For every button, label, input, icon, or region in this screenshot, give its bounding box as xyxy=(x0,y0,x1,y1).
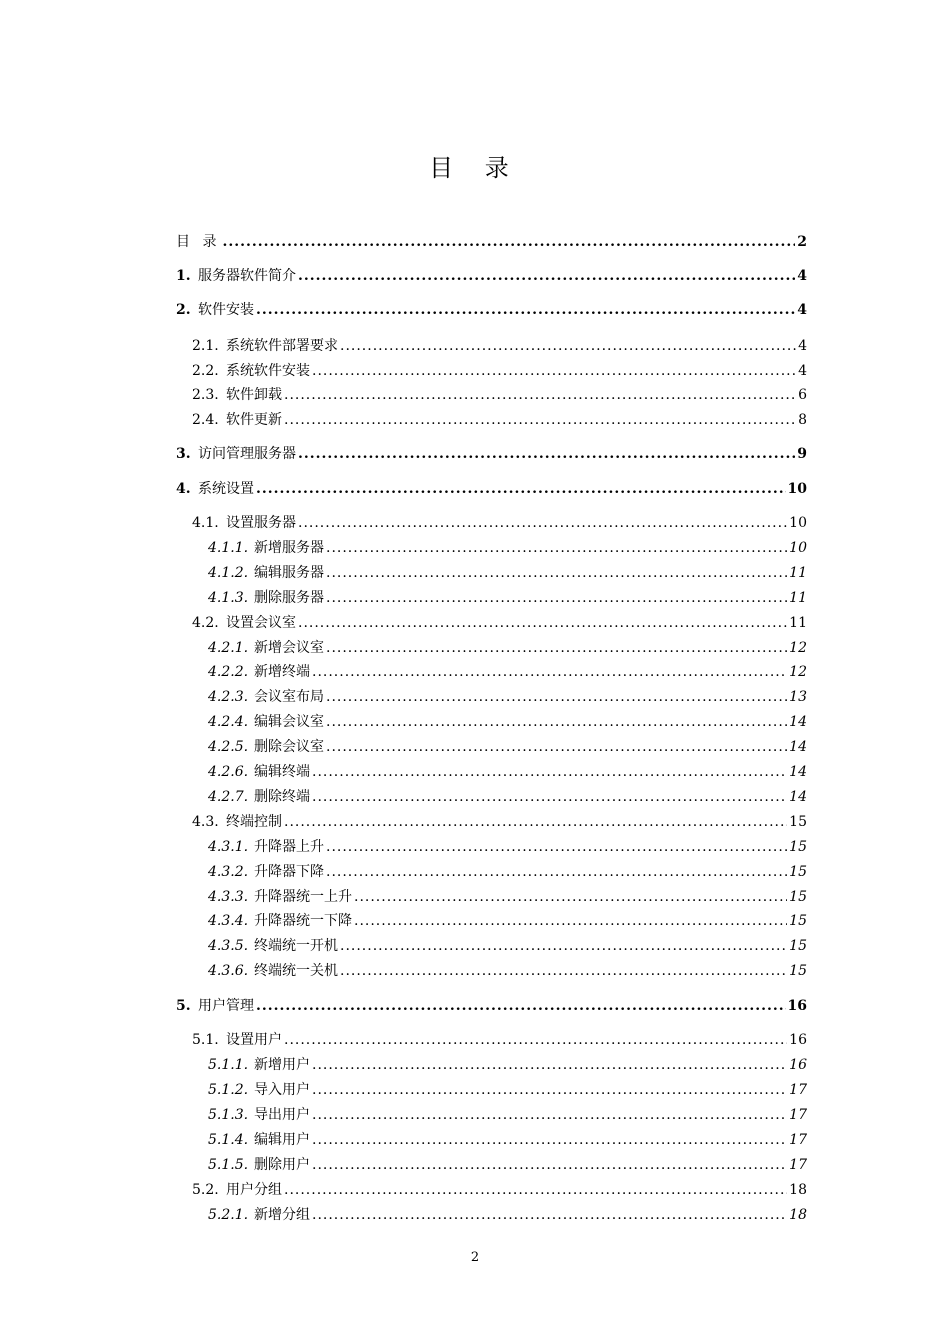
toc-entry-page: 17 xyxy=(789,1107,807,1123)
toc-entry[interactable] xyxy=(176,996,807,1016)
toc-entry-number: 5.1.4. xyxy=(208,1132,249,1148)
toc-entry[interactable] xyxy=(208,936,807,956)
toc-entry-label: 升降器统一下降 xyxy=(254,913,352,929)
toc-entry[interactable] xyxy=(192,1030,807,1050)
toc-dot-leader xyxy=(312,1205,787,1225)
toc-entry-label: 删除用户 xyxy=(254,1157,310,1173)
toc-entry-number: 2.4. xyxy=(192,412,219,428)
toc-entry-label: 新增服务器 xyxy=(254,540,324,556)
toc-entry-label: 升降器统一上升 xyxy=(254,889,352,905)
toc-entry-label: 用户分组 xyxy=(226,1182,282,1198)
toc-entry-page: 4 xyxy=(798,363,807,379)
toc-entry-number: 2. xyxy=(176,302,191,318)
toc-entry[interactable] xyxy=(176,300,807,320)
toc-entry-number: 5.1.1. xyxy=(208,1057,249,1073)
toc-entry[interactable] xyxy=(208,961,807,981)
toc-entry-label: 新增终端 xyxy=(254,664,310,680)
toc-dot-leader xyxy=(284,385,796,405)
toc-entry-number: 4.2.2. xyxy=(208,664,249,680)
toc-entry-page: 18 xyxy=(789,1182,807,1198)
toc-entry-number: 4.2.1. xyxy=(208,640,249,656)
toc-entry-number: 4.3.5. xyxy=(208,938,249,954)
toc-entry-page: 8 xyxy=(798,412,807,428)
toc-dot-leader xyxy=(284,812,787,832)
toc-entry-label: 系统软件安装 xyxy=(226,363,310,379)
toc-entry-page: 17 xyxy=(789,1132,807,1148)
toc-dot-leader xyxy=(256,300,795,320)
toc-dot-leader xyxy=(326,638,787,658)
toc-entry-page: 15 xyxy=(789,814,807,830)
toc-entry-number: 4.3. xyxy=(192,814,219,830)
toc-entry[interactable] xyxy=(208,737,807,757)
toc-entry-page: 12 xyxy=(789,640,807,656)
toc-entry-number: 5.1.2. xyxy=(208,1082,249,1098)
toc-entry-label: 新增会议室 xyxy=(254,640,324,656)
toc-entry-page: 15 xyxy=(789,889,807,905)
toc-entry-label: 编辑服务器 xyxy=(254,565,324,581)
toc-entry-label: 系统软件部署要求 xyxy=(226,338,338,354)
toc-dot-leader xyxy=(256,479,786,499)
toc-entry-label: 软件卸载 xyxy=(226,387,282,403)
toc-entry[interactable] xyxy=(176,444,807,464)
toc-entry-label: 终端统一关机 xyxy=(254,963,338,979)
toc-entry[interactable] xyxy=(208,638,807,658)
toc-dot-leader xyxy=(284,410,796,430)
toc-entry-page: 13 xyxy=(789,689,807,705)
toc-dot-leader xyxy=(312,762,787,782)
toc-entry[interactable] xyxy=(208,563,807,583)
toc-dot-leader xyxy=(312,787,787,807)
toc-entry-number: 5.2.1. xyxy=(208,1207,249,1223)
toc-entry-label: 编辑会议室 xyxy=(254,714,324,730)
toc-entry-label: 删除终端 xyxy=(254,789,310,805)
toc-entry-label: 设置服务器 xyxy=(226,515,296,531)
toc-entry[interactable] xyxy=(208,787,807,807)
toc-dot-leader xyxy=(354,887,787,907)
toc-entry-page: 11 xyxy=(789,565,807,581)
toc-entry-label: 目 录 xyxy=(176,234,221,250)
toc-dot-leader xyxy=(326,737,787,757)
toc-entry-label: 导入用户 xyxy=(254,1082,310,1098)
toc-entry-number: 4.2.5. xyxy=(208,739,249,755)
toc-entry-label: 系统设置 xyxy=(198,481,254,497)
toc-entry[interactable] xyxy=(208,887,807,907)
toc-entry[interactable] xyxy=(208,662,807,682)
toc-entry-number: 1. xyxy=(176,268,191,284)
toc-entry-number: 4.1.3. xyxy=(208,590,249,606)
toc-entry[interactable] xyxy=(192,336,807,356)
toc-entry[interactable] xyxy=(208,712,807,732)
toc-dot-leader xyxy=(312,1130,787,1150)
toc-entry-number: 5.2. xyxy=(192,1182,219,1198)
toc-entry-page: 10 xyxy=(789,515,807,531)
toc-entry-page: 17 xyxy=(789,1157,807,1173)
toc-entry-number: 4. xyxy=(176,481,191,497)
toc-entry-page: 6 xyxy=(798,387,807,403)
toc-entry-page: 10 xyxy=(787,481,807,497)
toc-entry-number: 4.2.7. xyxy=(208,789,249,805)
toc-entry-page: 17 xyxy=(789,1082,807,1098)
toc-dot-leader xyxy=(298,444,795,464)
toc-entry-number: 4.1. xyxy=(192,515,219,531)
toc-entry[interactable] xyxy=(208,762,807,782)
toc-entry-label: 设置会议室 xyxy=(226,615,296,631)
toc-dot-leader xyxy=(326,862,787,882)
toc-dot-leader xyxy=(312,1055,787,1075)
toc-dot-leader xyxy=(326,687,787,707)
toc-entry[interactable] xyxy=(192,1180,807,1200)
toc-dot-leader xyxy=(312,1155,787,1175)
toc-entry[interactable] xyxy=(208,1205,807,1225)
toc-entry[interactable] xyxy=(176,232,807,252)
toc-dot-leader xyxy=(340,336,796,356)
toc-entry-number: 3. xyxy=(176,446,191,462)
toc-entry-page: 14 xyxy=(789,764,807,780)
toc-entry-label: 终端统一开机 xyxy=(254,938,338,954)
toc-entry-label: 设置用户 xyxy=(226,1032,282,1048)
toc-entry-number: 2.1. xyxy=(192,338,219,354)
toc-dot-leader xyxy=(326,563,787,583)
toc-entry-page: 10 xyxy=(789,540,807,556)
toc-entry-page: 14 xyxy=(789,714,807,730)
toc-entry-number: 4.3.3. xyxy=(208,889,249,905)
page-title: 目 录 xyxy=(429,154,521,182)
toc-entry-label: 编辑终端 xyxy=(254,764,310,780)
toc-entry-page: 16 xyxy=(789,1057,807,1073)
toc-dot-leader xyxy=(340,961,787,981)
toc-entry-page: 2 xyxy=(797,234,807,250)
toc-entry[interactable] xyxy=(208,837,807,857)
toc-entry[interactable] xyxy=(208,1080,807,1100)
toc-entry-number: 4.3.4. xyxy=(208,913,249,929)
toc-entry[interactable] xyxy=(208,1055,807,1075)
toc-entry[interactable] xyxy=(192,410,807,430)
toc-entry[interactable] xyxy=(176,479,807,499)
toc-entry-page: 15 xyxy=(789,963,807,979)
toc-entry-number: 5.1.3. xyxy=(208,1107,249,1123)
toc-entry-page: 16 xyxy=(789,1032,807,1048)
toc-entry-label: 软件更新 xyxy=(226,412,282,428)
toc-entry-page: 16 xyxy=(787,998,807,1014)
toc-entry-number: 4.3.1. xyxy=(208,839,249,855)
toc-entry[interactable] xyxy=(208,911,807,931)
toc-entry[interactable] xyxy=(192,812,807,832)
toc-entry[interactable] xyxy=(208,862,807,882)
toc-entry-label: 新增用户 xyxy=(254,1057,310,1073)
toc-entry-number: 5.1.5. xyxy=(208,1157,249,1173)
toc-entry-page: 15 xyxy=(789,938,807,954)
toc-entry[interactable] xyxy=(208,588,807,608)
toc-dot-leader xyxy=(298,513,787,533)
toc-entry-label: 删除服务器 xyxy=(254,590,324,606)
toc-entry-page: 11 xyxy=(789,590,807,606)
toc-dot-leader xyxy=(340,936,787,956)
toc-entry[interactable] xyxy=(192,613,807,633)
toc-dot-leader xyxy=(326,837,787,857)
toc-entry-label: 用户管理 xyxy=(198,998,254,1014)
toc-dot-leader xyxy=(326,588,787,608)
toc-entry-number: 4.1.1. xyxy=(208,540,249,556)
toc-dot-leader xyxy=(312,662,787,682)
toc-entry-label: 删除会议室 xyxy=(254,739,324,755)
page-number: 2 xyxy=(470,1250,480,1265)
toc-dot-leader xyxy=(326,712,787,732)
toc-entry-label: 升降器上升 xyxy=(254,839,324,855)
toc-entry[interactable] xyxy=(176,266,807,286)
toc-dot-leader xyxy=(312,361,796,381)
toc-entry-number: 4.1.2. xyxy=(208,565,249,581)
toc-entry-label: 终端控制 xyxy=(226,814,282,830)
toc-entry[interactable] xyxy=(208,538,807,558)
toc-entry-page: 15 xyxy=(789,913,807,929)
toc-entry-page: 14 xyxy=(789,739,807,755)
toc-entry-number: 4.2. xyxy=(192,615,219,631)
toc-entry-number: 4.2.6. xyxy=(208,764,249,780)
toc-entry[interactable] xyxy=(208,687,807,707)
toc-entry-label: 新增分组 xyxy=(254,1207,310,1223)
toc-entry-page: 14 xyxy=(789,789,807,805)
toc-dot-leader xyxy=(222,232,795,252)
toc-entry-number: 4.2.3. xyxy=(208,689,249,705)
toc-entry-number: 2.3. xyxy=(192,387,219,403)
toc-entry[interactable] xyxy=(192,361,807,381)
toc-dot-leader xyxy=(284,1030,787,1050)
toc-dot-leader xyxy=(298,613,787,633)
toc-entry-label: 服务器软件简介 xyxy=(198,268,296,284)
toc-entry-number: 4.3.2. xyxy=(208,864,249,880)
toc-dot-leader xyxy=(354,911,787,931)
toc-entry-page: 15 xyxy=(789,839,807,855)
toc-entry[interactable] xyxy=(208,1155,807,1175)
toc-dot-leader xyxy=(298,266,795,286)
toc-entry-label: 升降器下降 xyxy=(254,864,324,880)
toc-entry[interactable] xyxy=(192,513,807,533)
toc-entry-number: 5.1. xyxy=(192,1032,219,1048)
toc-entry-number: 4.2.4. xyxy=(208,714,249,730)
toc-entry-page: 11 xyxy=(789,615,807,631)
toc-dot-leader xyxy=(284,1180,787,1200)
toc-entry-page: 15 xyxy=(789,864,807,880)
toc-entry-label: 软件安装 xyxy=(198,302,254,318)
toc-entry-number: 5. xyxy=(176,998,191,1014)
toc-dot-leader xyxy=(312,1105,787,1125)
toc-entry[interactable] xyxy=(208,1130,807,1150)
toc-entry-label: 会议室布局 xyxy=(254,689,324,705)
toc-entry-page: 4 xyxy=(797,268,807,284)
toc-entry[interactable] xyxy=(192,385,807,405)
toc-entry-page: 4 xyxy=(797,302,807,318)
toc-entry-number: 2.2. xyxy=(192,363,219,379)
toc-entry[interactable] xyxy=(208,1105,807,1125)
toc-dot-leader xyxy=(312,1080,787,1100)
toc-entry-page: 18 xyxy=(789,1207,807,1223)
toc-entry-label: 编辑用户 xyxy=(254,1132,310,1148)
toc-entry-page: 4 xyxy=(798,338,807,354)
toc-entry-number: 4.3.6. xyxy=(208,963,249,979)
toc-entry-label: 访问管理服务器 xyxy=(198,446,296,462)
toc-entry-page: 12 xyxy=(789,664,807,680)
toc-dot-leader xyxy=(326,538,787,558)
toc-entry-label: 导出用户 xyxy=(254,1107,310,1123)
toc-entry-page: 9 xyxy=(797,446,807,462)
toc-dot-leader xyxy=(256,996,786,1016)
